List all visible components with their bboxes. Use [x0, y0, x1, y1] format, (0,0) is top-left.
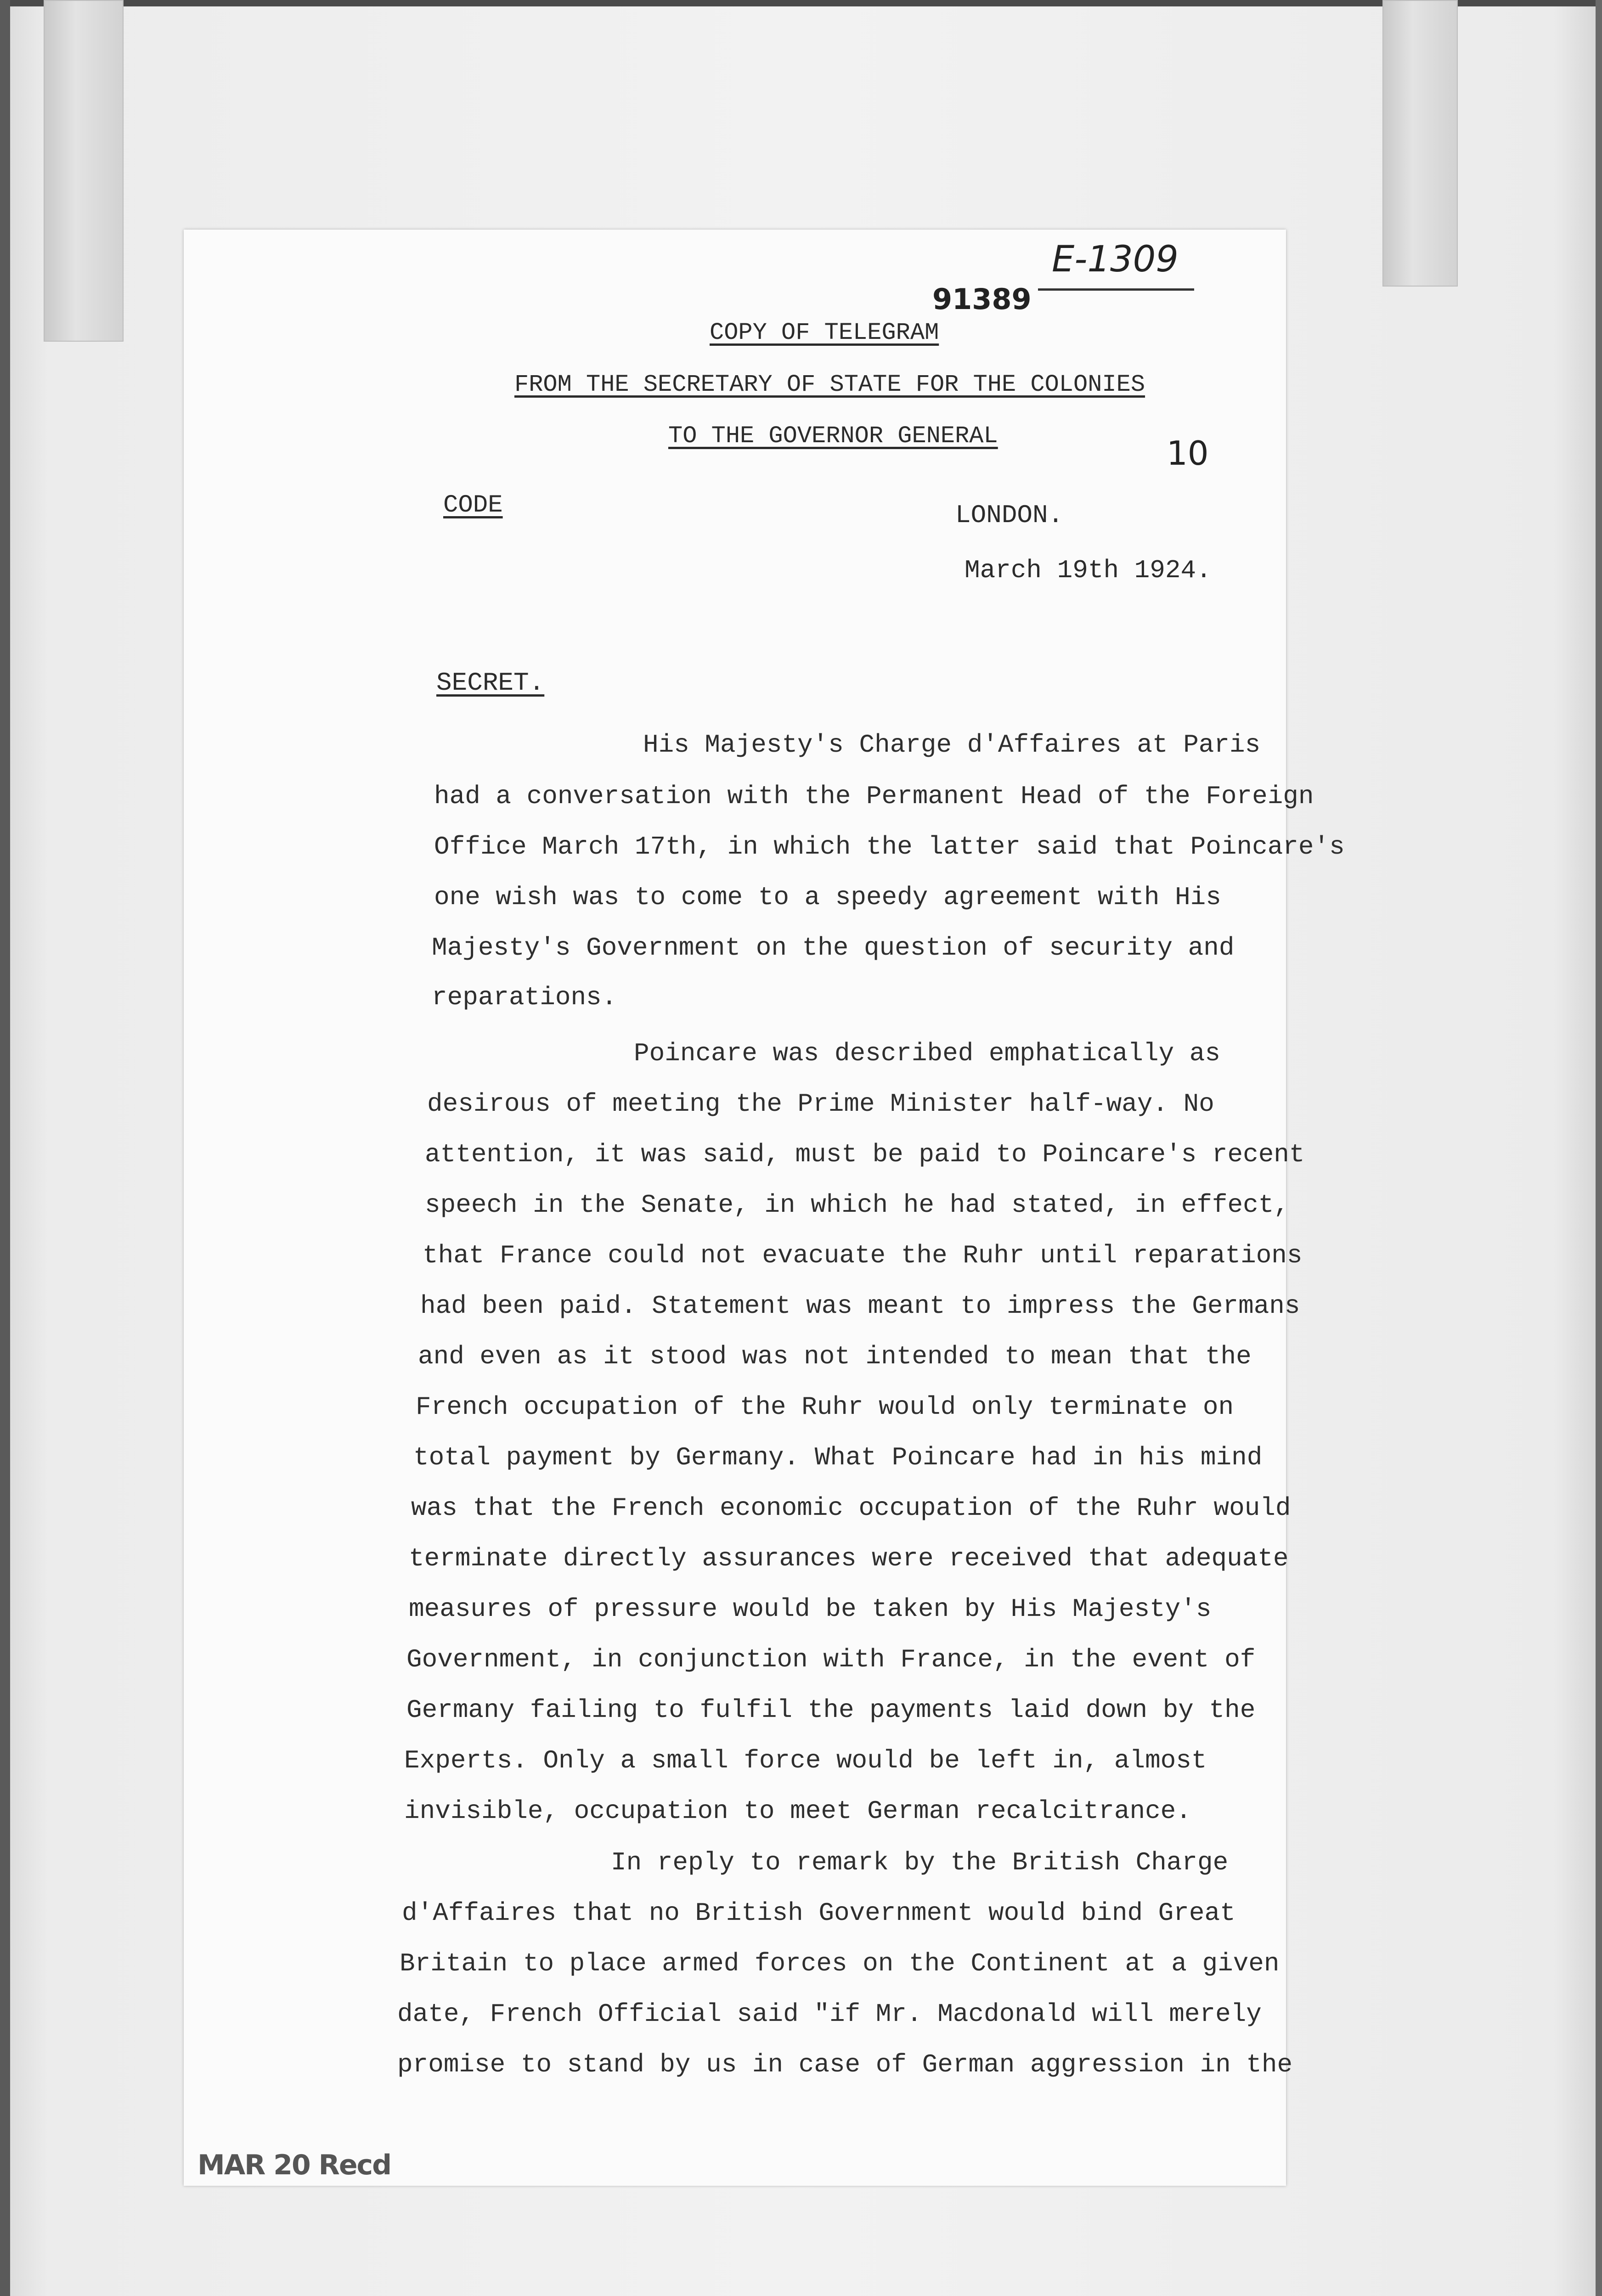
- place: LONDON.: [955, 501, 1064, 530]
- body-line: speech in the Senate, in which he had stated, in effect,: [425, 1190, 1289, 1220]
- code-label: CODE: [443, 491, 503, 519]
- title-line-1: COPY OF TELEGRAM: [710, 319, 939, 346]
- classification: SECRET.: [436, 668, 545, 698]
- body-line: was that the French economic occupation of the Ruhr would: [411, 1493, 1291, 1523]
- body-line: terminate directly assurances were received that adequate: [409, 1544, 1289, 1573]
- body-line: invisible, occupation to meet German recalcitrance.: [404, 1796, 1191, 1826]
- body-line: that France could not evacuate the Ruhr until reparations: [423, 1241, 1303, 1270]
- body-line: measures of pressure would be taken by His Majesty's: [409, 1594, 1212, 1624]
- telegram-date: March 19th 1924.: [965, 556, 1212, 585]
- margin-mark: 10: [1167, 434, 1209, 473]
- body-line: Germany failing to fulfil the payments laid down by the: [406, 1695, 1256, 1725]
- film-edge-right: [1596, 0, 1602, 2296]
- body-line: Experts. Only a small force would be left in, almost: [404, 1746, 1207, 1775]
- body-line: His Majesty's Charge d'Affaires at Paris: [643, 730, 1261, 760]
- body-line: Britain to place armed forces on the Continent at a given: [400, 1949, 1280, 1978]
- body-line: d'Affaires that no British Government would bind Great: [402, 1898, 1235, 1928]
- body-line: had a conversation with the Permanent Head of the Foreign: [434, 782, 1314, 811]
- file-number-handwritten: E-1309: [1052, 239, 1179, 280]
- film-edge-left: [0, 0, 10, 2296]
- film-edge-top: [0, 0, 1602, 6]
- stamp-number: 91389: [932, 282, 1032, 316]
- body-line: one wish was to come to a speedy agreement with His: [434, 883, 1221, 912]
- tape-top-left: [44, 0, 124, 342]
- body-line: promise to stand by us in case of German aggression in the: [397, 2050, 1293, 2079]
- body-line: total payment by Germany. What Poincare had in his mind: [413, 1443, 1263, 1472]
- received-stamp: MAR 20 Recd: [197, 2149, 391, 2181]
- handwritten-underline: [1038, 288, 1194, 291]
- title-line-3: TO THE GOVERNOR GENERAL: [668, 422, 998, 450]
- body-line: In reply to remark by the British Charge: [611, 1848, 1229, 1877]
- body-line: Poincare was described emphatically as: [634, 1039, 1221, 1068]
- body-line: attention, it was said, must be paid to Poincare's recent: [425, 1140, 1305, 1169]
- body-line: and even as it stood was not intended to mean that the: [418, 1342, 1252, 1371]
- body-line: French occupation of the Ruhr would only terminate on: [416, 1392, 1234, 1422]
- body-line: reparations.: [432, 983, 617, 1012]
- body-line: Office March 17th, in which the latter said that Poincare's: [434, 832, 1345, 861]
- title-line-2: FROM THE SECRETARY OF STATE FOR THE COLONIES: [514, 371, 1145, 398]
- body-line: had been paid. Statement was meant to impress the Germans: [420, 1291, 1300, 1321]
- body-line: Government, in conjunction with France, in the event of: [406, 1645, 1256, 1674]
- body-line: desirous of meeting the Prime Minister half-way. No: [427, 1089, 1214, 1119]
- tape-top-right: [1382, 0, 1458, 287]
- body-line: Majesty's Government on the question of security and: [432, 933, 1235, 962]
- body-line: date, French Official said "if Mr. Macdonald will merely: [397, 1999, 1262, 2029]
